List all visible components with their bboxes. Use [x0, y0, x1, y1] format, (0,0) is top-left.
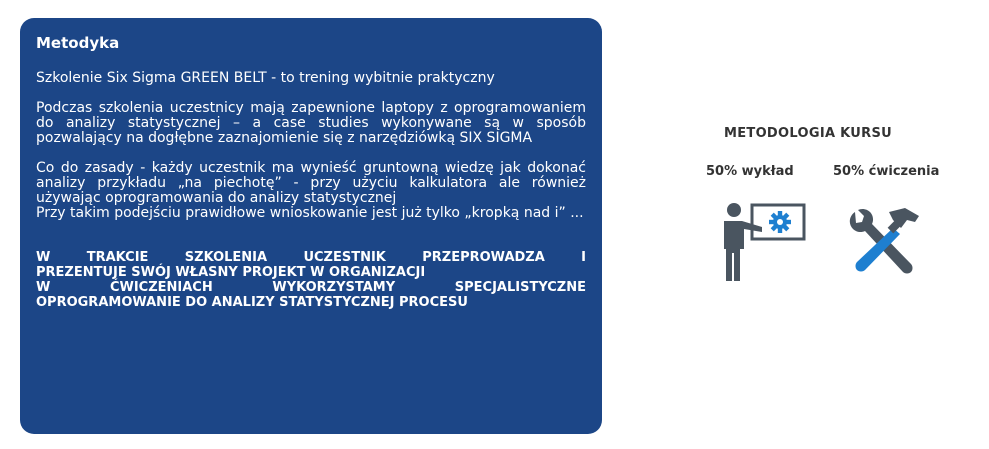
- approach-paragraph: Przy takim podejściu prawidłowe wnioskowanie jest już tylko „kropką nad i” ...: [36, 205, 584, 221]
- software-statement: W ĆWICZENIACH WYKORZYSTAMY SPECJALISTYCZNE OPROGRAMOWANIE DO ANALIZY STATYSTYCZNEJ PROCESU: [36, 280, 586, 310]
- panel-title: Metodyka: [36, 34, 120, 52]
- knowledge-paragraph: Co do zasady - każdy uczestnik ma wynieść gruntowną wiedzę jak dokonać analizy przykładu „na piechotę” - przy użyciu kalkulatora ale również używając oprogramowania do analizy statystycznej: [36, 160, 586, 206]
- exercise-share-label: 50% ćwiczenia: [833, 164, 940, 179]
- lecture-share-label: 50% wykład: [706, 164, 794, 179]
- presenter-board-icon: [718, 201, 808, 283]
- intro-paragraph: Szkolenie Six Sigma GREEN BELT - to trening wybitnie praktyczny: [36, 70, 495, 86]
- methodology-panel: [20, 18, 602, 434]
- project-statement: W TRAKCIE SZKOLENIA UCZESTNIK PRZEPROWADZA I PREZENTUJE SWÓJ WŁASNY PROJEKT W ORGANIZACJI: [36, 250, 586, 280]
- laptops-paragraph: Podczas szkolenia uczestnicy mają zapewnione laptopy z oprogramowaniem do analizy statystycznej – a case studies wykonywane są w sposób pozwalający na dogłębne zaznajomienie się z narzędziówką SIX SIGMA: [36, 100, 586, 146]
- wrench-hammer-icon: [845, 206, 925, 282]
- methodology-title: METODOLOGIA KURSU: [724, 126, 892, 141]
